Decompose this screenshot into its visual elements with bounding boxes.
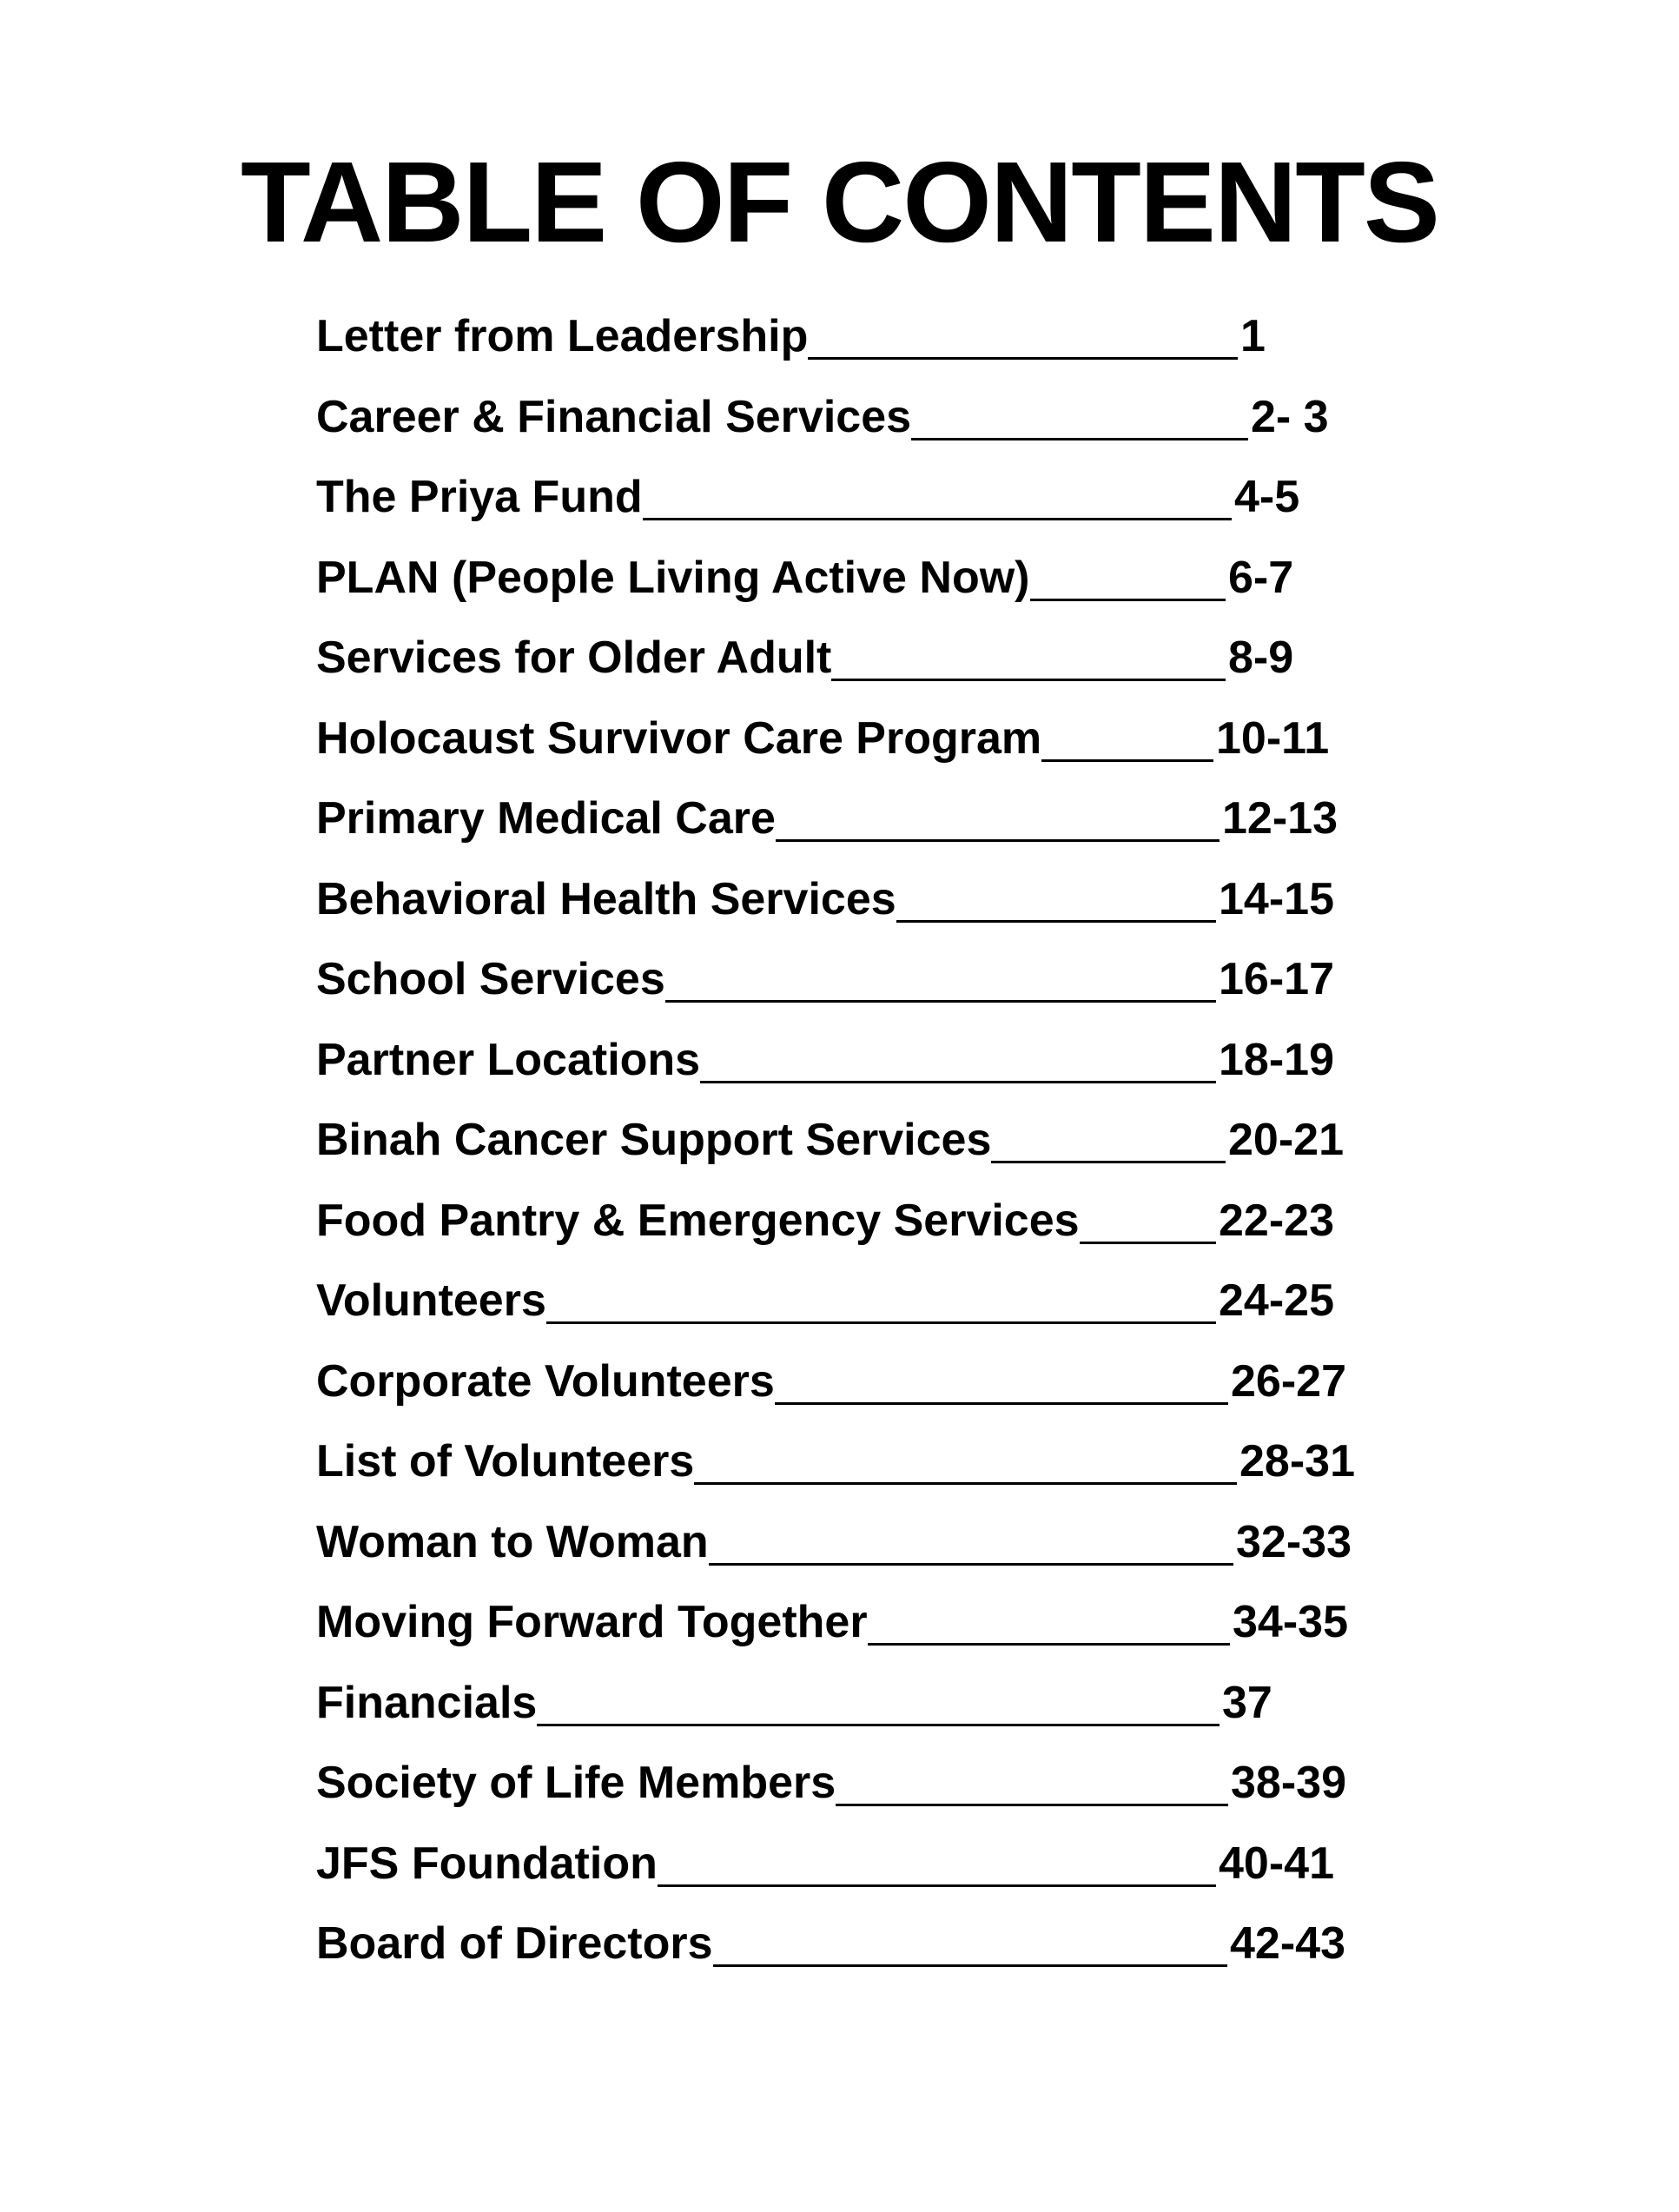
toc-entry xyxy=(316,1352,1393,1433)
toc-entry-label: JFS Foundation xyxy=(316,1834,658,1893)
toc-entry xyxy=(316,1271,1393,1352)
toc-entry-label: Career & Financial Services xyxy=(316,387,911,447)
toc-entry-page: 6-7 xyxy=(1228,552,1294,603)
toc-entry-label: Moving Forward Together xyxy=(316,1593,868,1652)
toc-entry-label: Board of Directors xyxy=(316,1914,713,1973)
toc-entry-page: 8-9 xyxy=(1228,632,1294,683)
toc-entry xyxy=(316,1432,1393,1513)
toc-entry-label: Volunteers xyxy=(316,1271,546,1330)
toc-entry-label: List of Volunteers xyxy=(316,1432,694,1491)
toc-entry-page: 20-21 xyxy=(1228,1115,1344,1165)
toc-entry-page: 14-15 xyxy=(1219,873,1334,924)
toc-entry-label: Food Pantry & Emergency Services xyxy=(316,1191,1080,1250)
toc-entry-page: 26-27 xyxy=(1231,1355,1346,1407)
page-title: TABLE OF CONTENTS xyxy=(241,138,1438,266)
toc-entry-page: 16-17 xyxy=(1219,954,1334,1004)
toc-entry-page: 2- 3 xyxy=(1251,391,1329,442)
toc-entry-page: 37 xyxy=(1222,1677,1272,1728)
toc-entry xyxy=(316,1030,1393,1111)
toc-entry xyxy=(316,387,1393,468)
toc-entry-page: 1 xyxy=(1240,311,1266,361)
toc-entry xyxy=(316,1753,1393,1834)
toc-entry-label: Corporate Volunteers xyxy=(316,1352,775,1411)
table-of-contents xyxy=(316,307,1393,1995)
toc-entry-page: 34-35 xyxy=(1233,1597,1348,1647)
toc-entry-label: Binah Cancer Support Services xyxy=(316,1110,991,1169)
toc-entry xyxy=(316,1593,1393,1673)
toc-entry-label: Holocaust Survivor Care Program xyxy=(316,709,1041,768)
toc-entry xyxy=(316,548,1393,629)
toc-entry-label: Woman to Woman xyxy=(316,1513,709,1572)
toc-entry-page: 4-5 xyxy=(1234,472,1300,522)
toc-entry xyxy=(316,950,1393,1030)
toc-entry-label: School Services xyxy=(316,950,665,1009)
toc-entry xyxy=(316,789,1393,870)
toc-entry xyxy=(316,709,1393,790)
toc-entry xyxy=(316,1673,1393,1754)
toc-entry-label: PLAN (People Living Active Now) xyxy=(316,548,1030,607)
toc-entry-label: Primary Medical Care xyxy=(316,789,776,848)
toc-entry xyxy=(316,628,1393,709)
toc-entry-page: 22-23 xyxy=(1219,1195,1334,1246)
toc-entry-page: 28-31 xyxy=(1239,1436,1355,1487)
toc-entry-page: 18-19 xyxy=(1219,1034,1334,1085)
toc-entry-label: The Priya Fund xyxy=(316,467,643,527)
toc-entry xyxy=(316,1110,1393,1191)
toc-entry-label: Services for Older Adult xyxy=(316,628,831,687)
toc-entry-page: 42-43 xyxy=(1230,1918,1345,1969)
toc-entry xyxy=(316,1914,1393,1995)
toc-entry-page: 38-39 xyxy=(1231,1758,1346,1808)
toc-entry-label: Partner Locations xyxy=(316,1030,700,1089)
toc-entry xyxy=(316,870,1393,950)
toc-entry xyxy=(316,307,1393,387)
toc-entry-page: 10-11 xyxy=(1216,712,1330,764)
toc-entry-page: 12-13 xyxy=(1222,793,1338,844)
toc-entry xyxy=(316,1513,1393,1593)
toc-entry xyxy=(316,1834,1393,1915)
toc-entry-label: Letter from Leadership xyxy=(316,307,808,366)
toc-entry xyxy=(316,467,1393,548)
toc-entry-label: Financials xyxy=(316,1673,537,1732)
toc-entry-label: Society of Life Members xyxy=(316,1753,836,1812)
toc-entry-page: 40-41 xyxy=(1219,1838,1334,1889)
toc-entry-page: 32-33 xyxy=(1236,1516,1352,1567)
toc-entry-label: Behavioral Health Services xyxy=(316,870,896,929)
toc-entry-page: 24-25 xyxy=(1219,1275,1334,1326)
toc-entry xyxy=(316,1191,1393,1272)
